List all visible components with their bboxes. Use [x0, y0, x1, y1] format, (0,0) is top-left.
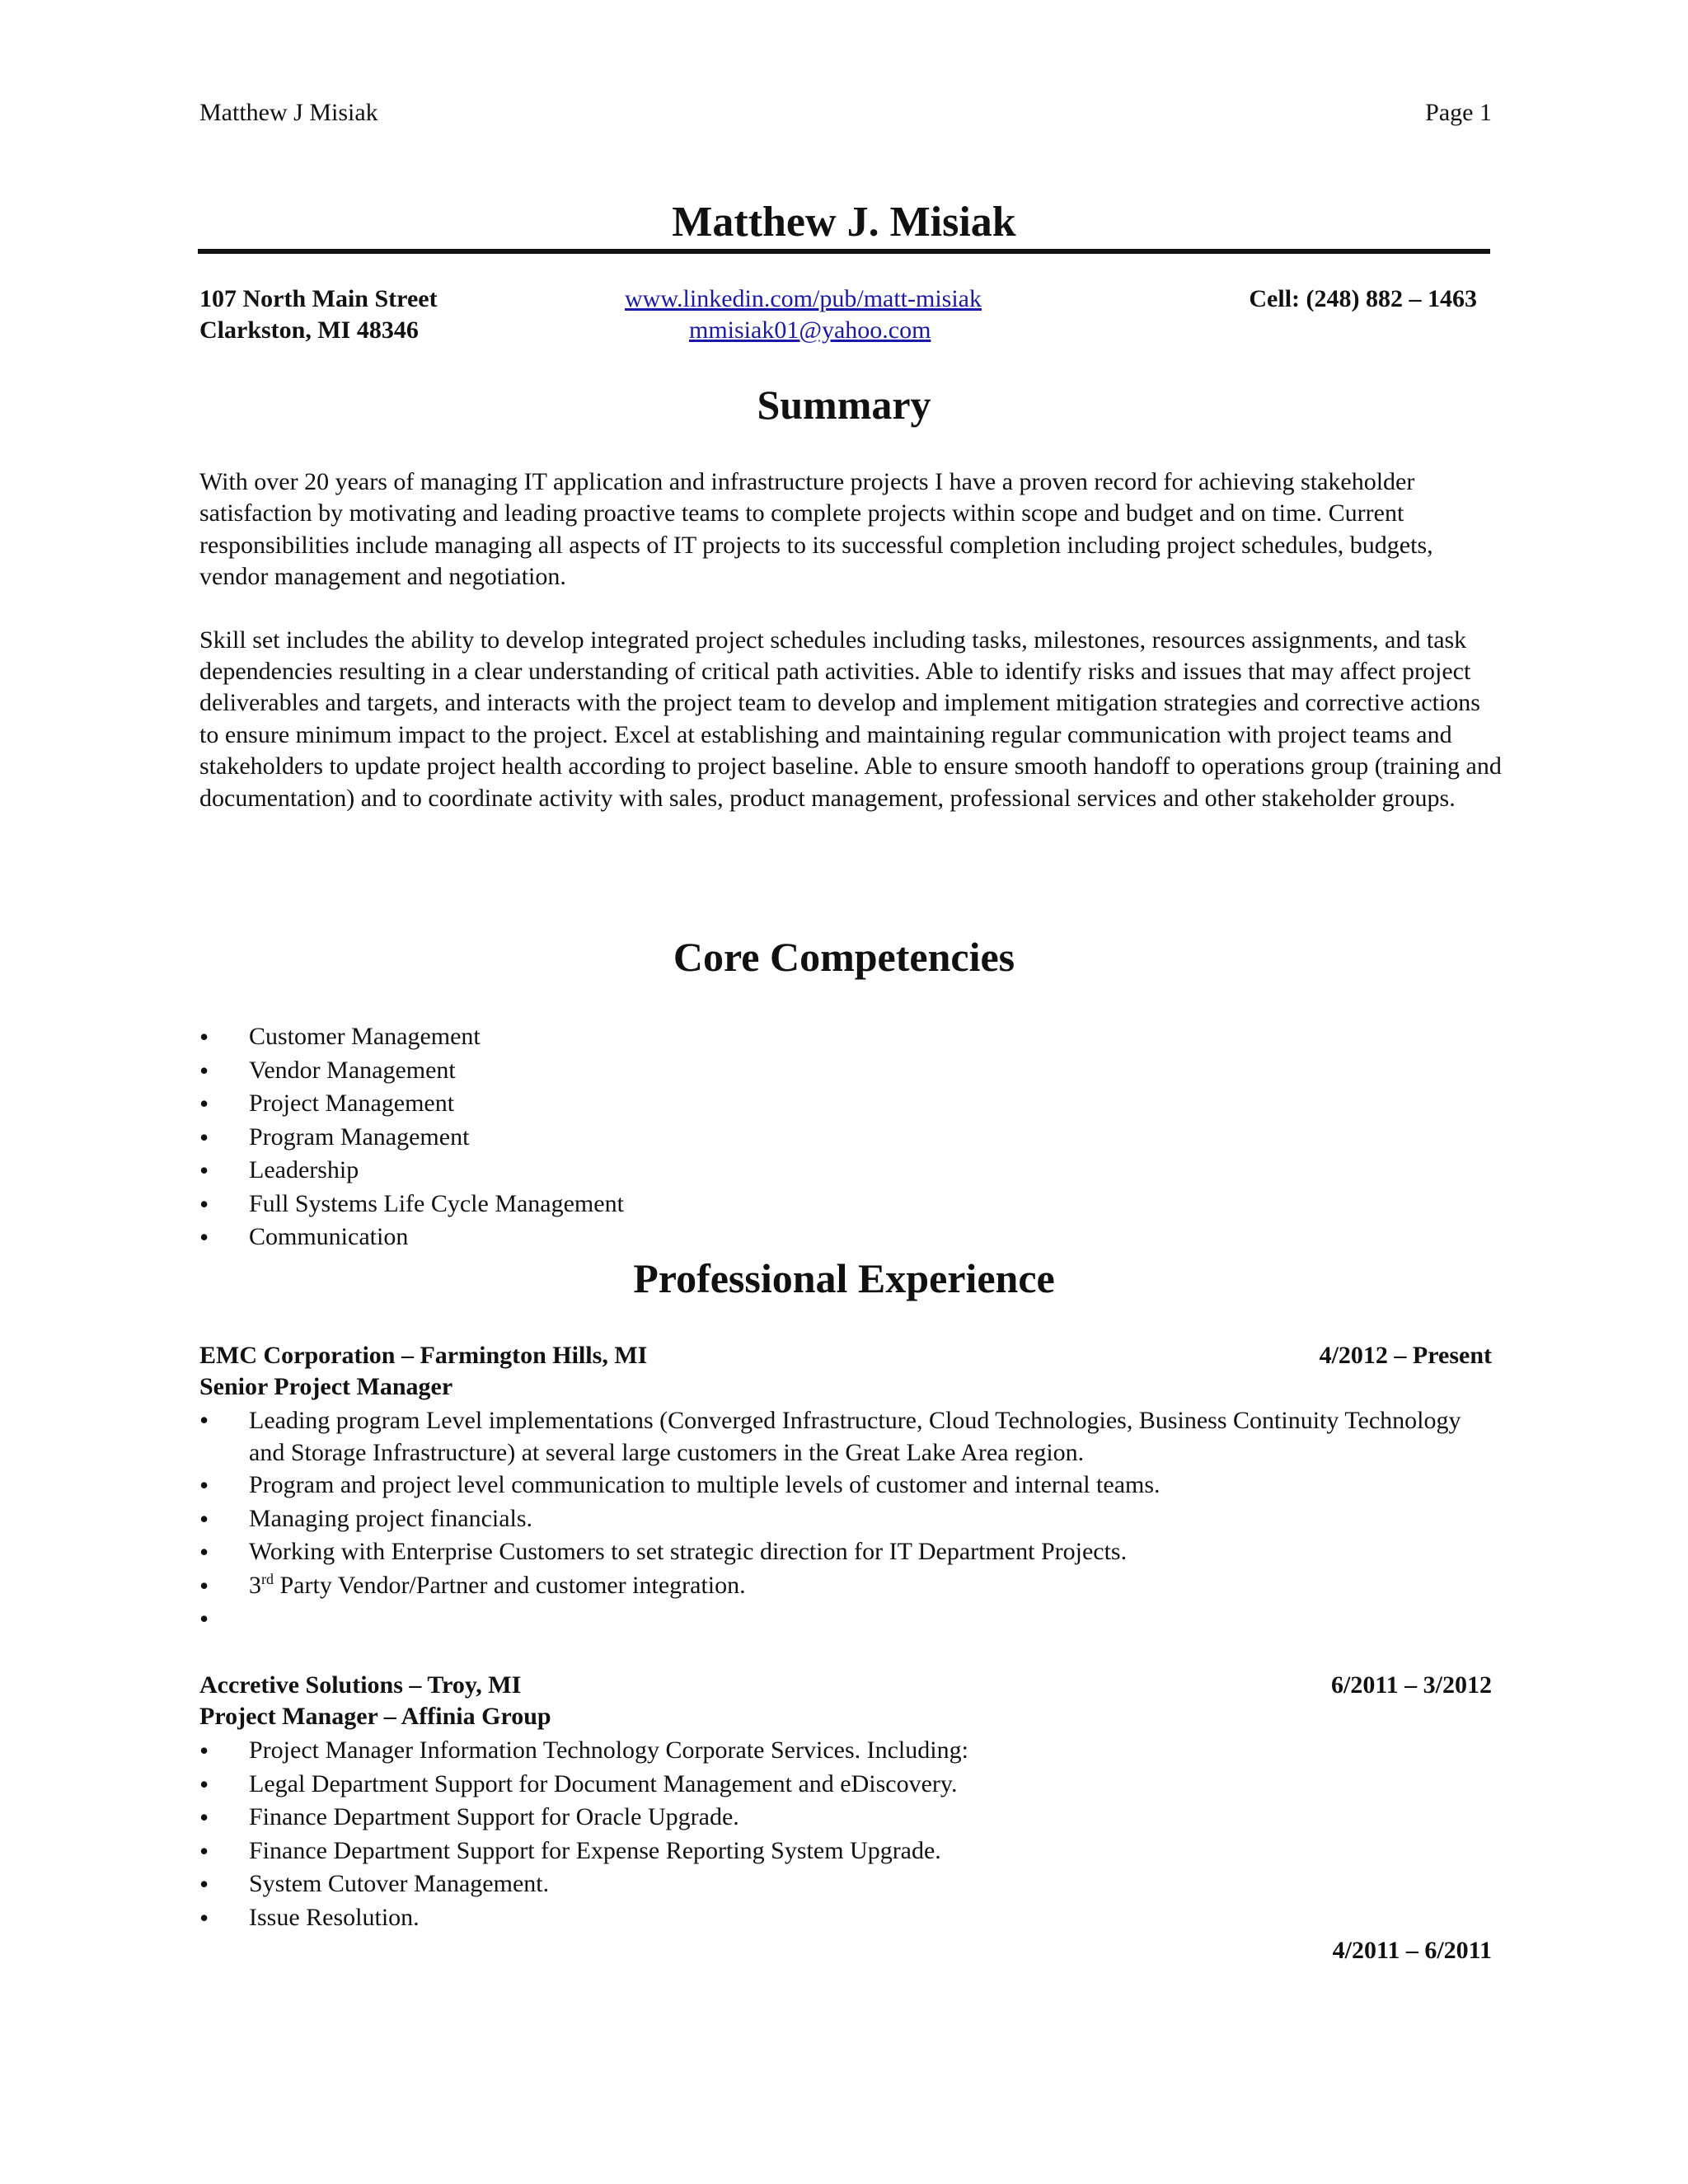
- name-rule: [198, 249, 1490, 254]
- job-bullet: • System Cutover Management.: [199, 1868, 1502, 1901]
- job-bullets: [199, 1734, 1502, 1934]
- job-bullet: • Legal Department Support for Document Management and eDiscovery.: [199, 1768, 1502, 1802]
- contact-street: 107 North Main Street: [199, 285, 438, 312]
- competency-item: • Full Systems Life Cycle Management: [199, 1188, 1502, 1221]
- job-company: Accretive Solutions – Troy, MI: [199, 1671, 522, 1699]
- job-bullet-empty: [199, 1602, 1502, 1636]
- job-bullet: • Finance Department Support for Expense Reporting System Upgrade.: [199, 1835, 1502, 1868]
- vendor-ordinal: rd: [261, 1570, 274, 1587]
- job-bullet: • Project Manager Information Technology Corporate Services. Including:: [199, 1734, 1502, 1768]
- job-bullet: [199, 1569, 1502, 1603]
- job-title: Senior Project Manager: [199, 1373, 453, 1400]
- job-company: EMC Corporation – Farmington Hills, MI: [199, 1342, 648, 1369]
- trailing-dates: 4/2011 – 6/2011: [1332, 1937, 1492, 1964]
- header-left: Matthew J Misiak: [199, 99, 378, 126]
- summary-paragraph-2: Skill set includes the ability to develop integrated project schedules including tasks, milestones, resources assignments, and task dependencies resulting in a clear understanding of critical path activities. Able to identify risks and issues that may affect project deliverables and targets, and interacts with the project team to develop and implement mitigation strategies and corrective actions to ensure minimum impact to the project. Excel at establishing and maintaining regular communication with project teams and stakeholders to update project health according to project baseline. Able to ensure smooth handoff to operations group (training and documentation) and to coordinate activity with sales, product management, professional services and other stakeholder groups.: [199, 626, 1502, 812]
- vendor-number: 3: [249, 1571, 261, 1599]
- competency-item: • Program Management: [199, 1121, 1502, 1155]
- contact-city: Clarkston, MI 48346: [199, 316, 419, 344]
- competencies-heading: Core Competencies: [673, 934, 1015, 980]
- job-title: Project Manager – Affinia Group: [199, 1703, 551, 1730]
- job-bullet: • Program and project level communication to multiple levels of customer and internal teams.: [199, 1469, 1502, 1502]
- experience-heading: Professional Experience: [633, 1255, 1055, 1301]
- competency-item: • Customer Management: [199, 1020, 1502, 1054]
- competency-item: • Leadership: [199, 1154, 1502, 1188]
- job-bullet: • Finance Department Support for Oracle Upgrade.: [199, 1801, 1502, 1835]
- job-bullet: • Working with Enterprise Customers to set strategic direction for IT Department Projects.: [199, 1535, 1502, 1569]
- competency-item: • Vendor Management: [199, 1054, 1502, 1088]
- competency-item: • Project Management: [199, 1087, 1502, 1121]
- linkedin-link[interactable]: www.linkedin.com/pub/matt-misiak: [625, 285, 982, 312]
- summary-paragraph-1: With over 20 years of managing IT application and infrastructure projects I have a proven record for achieving stakeholder satisfaction by motivating and leading proactive teams to complete projects within scope and budget and on time. Current responsibilities include managing all aspects of IT projects to its successful completion including project schedules, budgets, vendor management and negotiation.: [199, 468, 1433, 591]
- email-link[interactable]: mmisiak01@yahoo.com: [689, 316, 931, 344]
- summary-heading: Summary: [757, 382, 931, 428]
- competency-item: • Communication: [199, 1221, 1502, 1254]
- job-dates: 6/2011 – 3/2012: [1330, 1671, 1492, 1699]
- vendor-text: Party Vendor/Partner and customer integration.: [274, 1571, 746, 1599]
- job-bullets: [199, 1404, 1502, 1636]
- job-dates: 4/2012 – Present: [1319, 1342, 1492, 1369]
- summary-text: [199, 466, 1502, 814]
- job-bullet: • Leading program Level implementations (Converged Infrastructure, Cloud Technologies, Business Continuity Technology and Storage Infrastructure) at several large customers in the Great Lake Area region.: [199, 1404, 1502, 1469]
- job-bullet: • Managing project financials.: [199, 1502, 1502, 1536]
- job-bullet: • Issue Resolution.: [199, 1901, 1502, 1935]
- resume-name: Matthew J. Misiak: [672, 199, 1016, 246]
- competencies-list: [199, 1020, 1502, 1254]
- contact-phone: Cell: (248) 882 – 1463: [1249, 285, 1477, 312]
- page-number: Page 1: [1425, 99, 1492, 126]
